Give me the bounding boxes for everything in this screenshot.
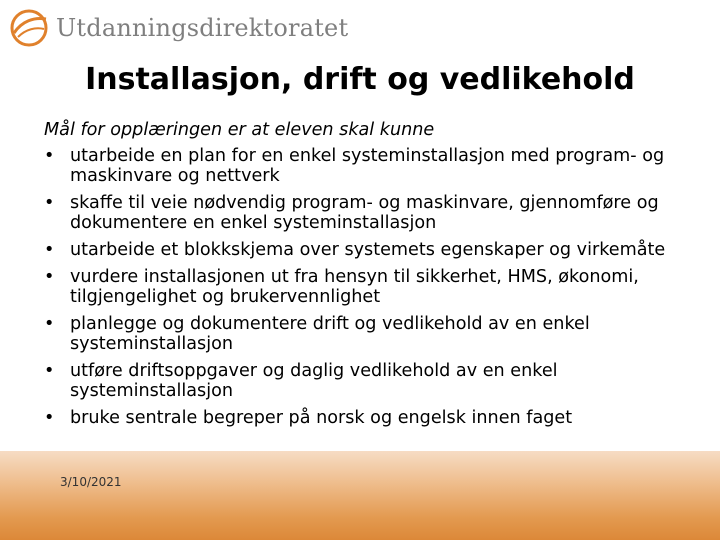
bullet-icon: • [44, 193, 55, 213]
list-item-text: utføre driftsoppgaver og daglig vedlikehold av en enkel systeminstallasjon [70, 361, 558, 401]
list-item [44, 240, 694, 260]
list-item-text: planlegge og dokumentere drift og vedlikehold av en enkel systeminstallasjon [70, 314, 590, 354]
list-item [44, 146, 694, 186]
list-item [44, 361, 694, 401]
intro-text: Mål for opplæringen er at eleven skal kunne [44, 120, 435, 140]
list-item-text: bruke sentrale begreper på norsk og engelsk innen faget [70, 408, 573, 428]
bullet-icon: • [44, 361, 55, 381]
list-item [44, 408, 694, 428]
list-item-text: utarbeide en plan for en enkel systeminstallasjon med program- og maskinvare og nettverk [70, 146, 665, 186]
logo-mark-icon [8, 7, 50, 49]
slide-date: 3/10/2021 [60, 475, 122, 489]
list-item-text: utarbeide et blokkskjema over systemets egenskaper og virkemåte [70, 240, 666, 260]
slide-body [44, 120, 694, 435]
bullet-icon: • [44, 240, 55, 260]
list-item [44, 314, 694, 354]
bullet-icon: • [44, 408, 55, 428]
bullet-icon: • [44, 314, 55, 334]
list-item [44, 267, 694, 307]
list-item [44, 193, 694, 233]
list-item-text: vurdere installasjonen ut fra hensyn til sikkerhet, HMS, økonomi, tilgjengelighet og brukervennlighet [70, 267, 639, 307]
logo-text: Utdanningsdirektoratet [56, 14, 349, 42]
goal-list [44, 146, 694, 428]
slide-title: Installasjon, drift og vedlikehold [85, 62, 635, 97]
list-item-text: skaffe til veie nødvendig program- og maskinvare, gjennomføre og dokumentere en enkel systeminstallasjon [70, 193, 659, 233]
bullet-icon: • [44, 267, 55, 287]
footer-bar [0, 451, 720, 540]
logo [8, 6, 348, 50]
bullet-icon: • [44, 146, 55, 166]
